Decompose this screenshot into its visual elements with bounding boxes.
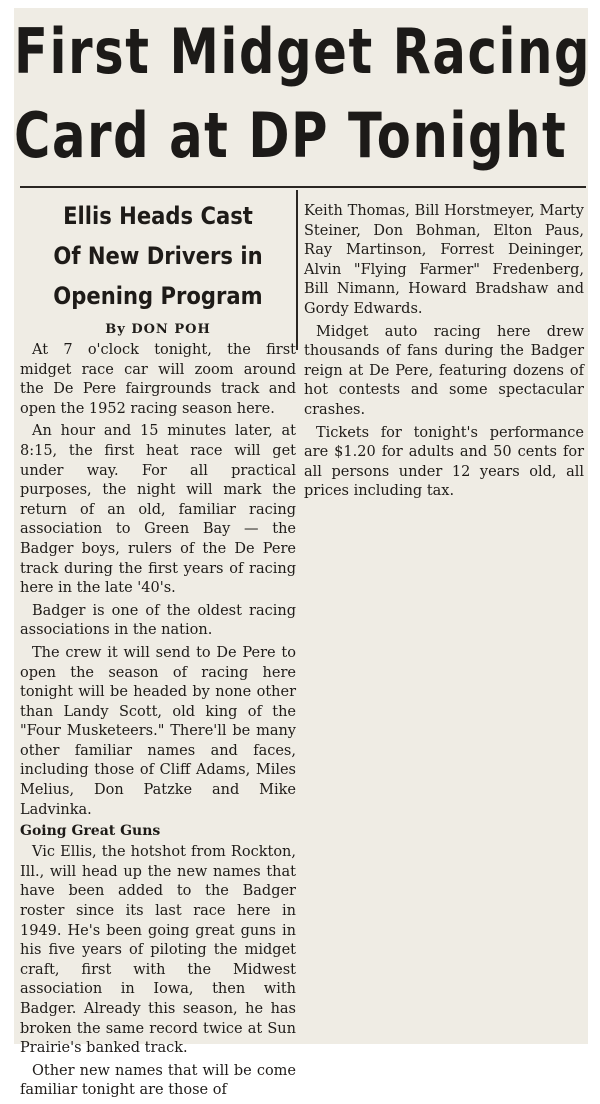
section-heading: Going Great Guns <box>20 823 161 840</box>
paragraph: Vic Ellis, the hotshot from Rockton, Ill., will head up the new names that have been added to the Badger roster since its last race here in 1949. He's been going great guns in his five years of piloting the midget craft, first with the Midwest association in Iowa, then with Badger. Already this season, he has broken the same record twice at Sun Prairie's banked track. <box>20 844 296 1057</box>
headline-line-1: First Midget Racing <box>14 15 592 88</box>
paragraph: Midget auto racing here drew thousands of fans during the Badger reign at De Pere, featuring dozens of hot contests and some spectacular crashes. <box>304 323 584 418</box>
article-column-2 <box>304 202 584 505</box>
subheadline <box>37 196 280 316</box>
paragraph: Keith Thomas, Bill Horstmeyer, Marty Steiner, Don Bohman, Elton Paus, Ray Martinson, Forrest Deininger, Alvin "Flying Farmer" Fredenberg, Bill Nimann, Howard Bradshaw and Gordy Edwards. <box>304 203 584 317</box>
paragraph: Tickets for tonight's performance are $1.20 for adults and 50 cents for all persons under 12 years old, all prices including tax. <box>304 424 584 500</box>
subheadline-line-3: Opening Program <box>53 282 263 310</box>
paragraph: Other new names that will be come familiar tonight are those of <box>20 1062 296 1099</box>
column-rule <box>296 190 298 350</box>
paragraph: An hour and 15 minutes later, at 8:15, the first heat race will get under way. For all practical purposes, the night will mark the return of an old, familiar racing association to Green Bay — the Badger boys, rulers of the De Pere track during the first years of racing here in the late '40's. <box>20 423 296 597</box>
headline-line-2: Card at DP Tonight <box>14 99 568 172</box>
headline <box>14 10 592 178</box>
byline: By DON POH <box>105 322 211 337</box>
paragraph: Badger is one of the oldest racing associations in the nation. <box>20 602 296 639</box>
headline-rule <box>20 186 586 188</box>
subheadline-line-2: Of New Drivers in <box>53 242 263 270</box>
paragraph: The crew it will send to De Pere to open the season of racing here tonight will be headed by none other than Landy Scott, old king of the "Four Musketeers." There'll be many other familiar names and faces, including those of Cliff Adams, Miles Melius, Don Patzke and Mike Ladvinka. <box>20 644 296 818</box>
paragraph: At 7 o'clock tonight, the first midget race car will zoom around the De Pere fairgrounds track and open the 1952 racing season here. <box>20 342 296 417</box>
newspaper-clipping <box>14 8 592 1099</box>
article-column-1 <box>20 192 296 1104</box>
subheadline-line-1: Ellis Heads Cast <box>63 202 253 230</box>
